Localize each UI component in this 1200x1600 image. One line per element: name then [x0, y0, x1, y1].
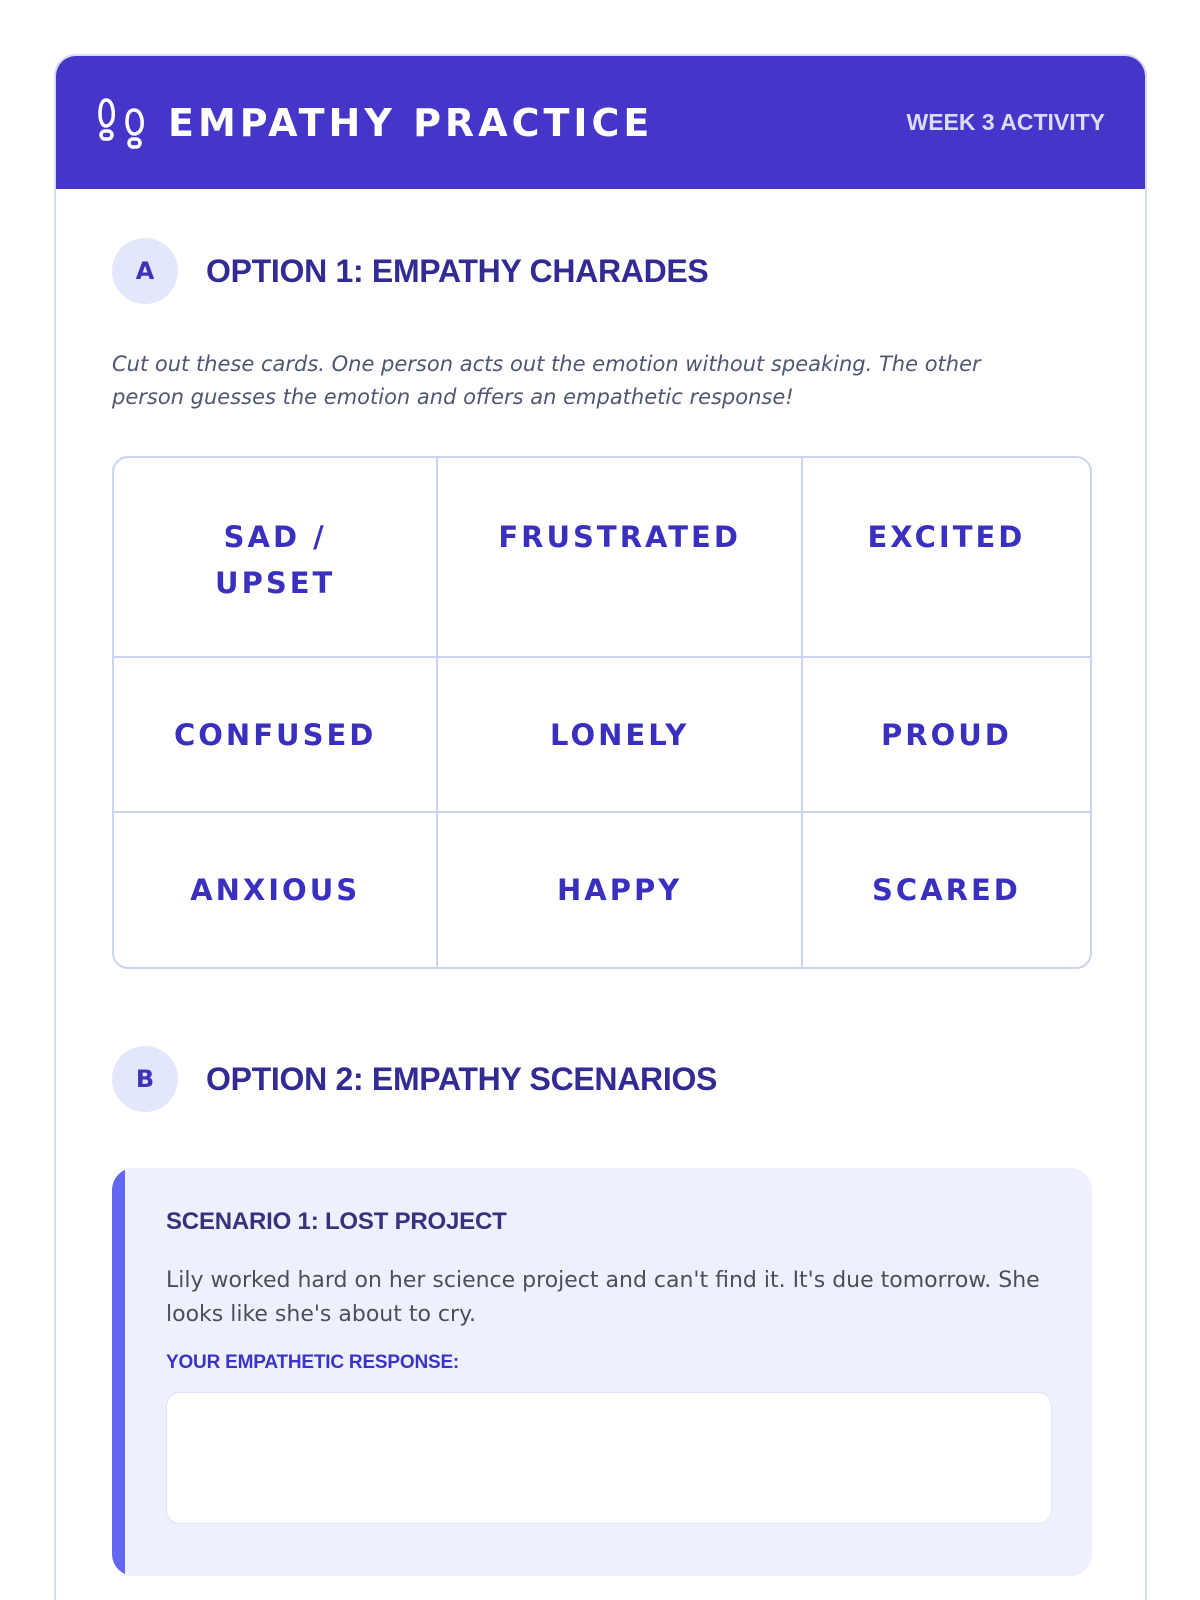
emotion-card-label: SCARED	[872, 873, 1021, 907]
emotion-card-grid	[112, 456, 1092, 969]
sheet-header	[56, 56, 1145, 189]
charades-instructions: Cut out these cards. One person acts out the emotion without speaking. The other person guesses the emotion and offers an empathetic response!	[112, 352, 981, 409]
emotion-card-label: LONELY	[550, 717, 690, 752]
emotion-card-label: ANXIOUS	[190, 873, 361, 907]
week-tag: WEEK 3 ACTIVITY	[906, 109, 1105, 135]
scenario-text: Lily worked hard on her science project and can't find it. It's due tomorrow. She looks like she's about to cry.	[166, 1268, 1040, 1327]
emotion-card	[438, 658, 803, 813]
emotion-card-label: PROUD	[881, 717, 1012, 752]
section-b-badge: B	[112, 1046, 178, 1112]
emotion-card	[114, 813, 438, 967]
emotion-card	[803, 458, 1090, 658]
emotion-card-label: EXCITED	[867, 520, 1026, 554]
emotion-card	[803, 813, 1090, 967]
emotion-card-label: FRUSTRATED	[498, 520, 741, 554]
emotion-card	[438, 813, 803, 967]
activity-sheet	[54, 54, 1147, 1600]
section-b-title: OPTION 2: EMPATHY SCENARIOS	[206, 1060, 718, 1097]
emotion-card	[438, 458, 803, 658]
emotion-card-label: SAD / UPSET	[215, 520, 336, 600]
section-a-heading	[112, 238, 708, 304]
section-b-heading	[112, 1046, 717, 1112]
emotion-card	[114, 458, 438, 658]
emotion-card	[114, 658, 438, 813]
section-a-badge: A	[112, 238, 178, 304]
emotion-card-label: HAPPY	[557, 873, 683, 907]
response-input[interactable]	[166, 1392, 1052, 1524]
footprints-icon	[98, 96, 146, 150]
emotion-card	[803, 658, 1090, 813]
scenario-card	[112, 1168, 1092, 1576]
page-title: EMPATHY PRACTICE	[168, 100, 654, 145]
emotion-card-label: CONFUSED	[174, 717, 377, 752]
response-label: YOUR EMPATHETIC RESPONSE:	[166, 1352, 460, 1373]
section-a-title: OPTION 1: EMPATHY CHARADES	[206, 252, 709, 289]
scenario-title: SCENARIO 1: LOST PROJECT	[166, 1208, 507, 1235]
